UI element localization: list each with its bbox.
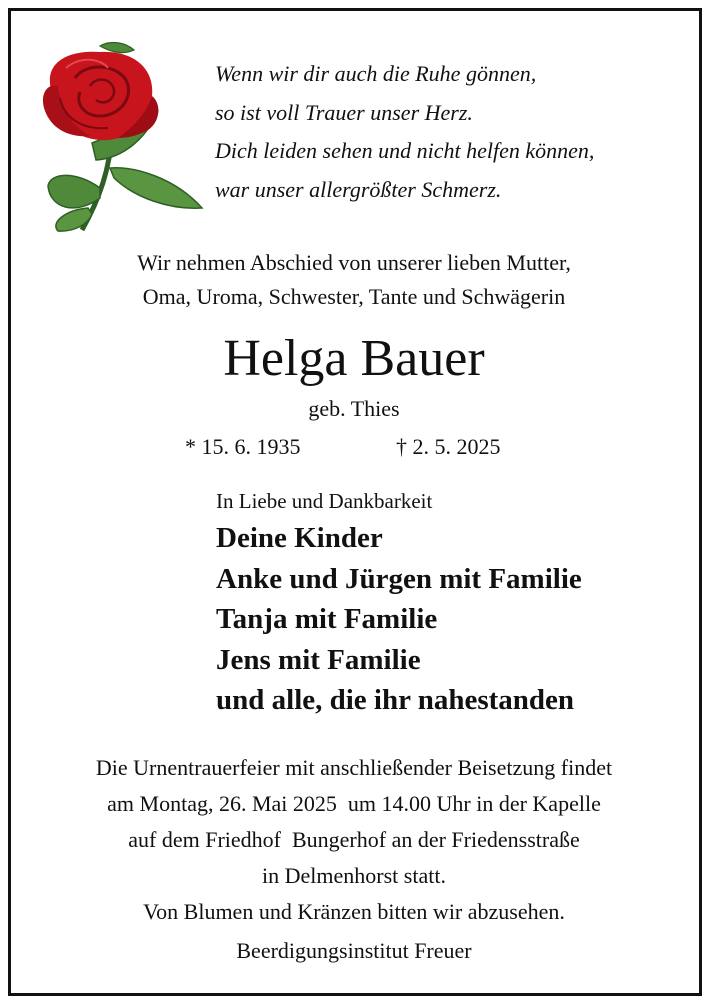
ceremony-details	[0, 750, 708, 930]
ceremony-line: auf dem Friedhof Bungerhof an der Friedensstraße	[128, 827, 580, 852]
mourners-lead: In Liebe und Dankbarkeit	[216, 489, 433, 513]
mourners-block	[216, 484, 582, 721]
ceremony-line: in Delmenhorst statt.	[262, 863, 446, 888]
mourner-line: Tanja mit Familie	[216, 603, 438, 635]
poem-line: Wenn wir dir auch die Ruhe gönnen,	[215, 61, 537, 86]
ceremony-line: Von Blumen und Kränzen bitten wir abzusehen.	[143, 899, 565, 924]
rose-icon	[30, 38, 210, 233]
deceased-name: Helga Bauer	[223, 330, 485, 387]
mourner-line: Anke und Jürgen mit Familie	[216, 562, 582, 595]
birth-date: * 15. 6. 1935	[185, 434, 301, 459]
intro-line: Oma, Uroma, Schwester, Tante und Schwägerin	[142, 284, 566, 309]
poem-line: so ist voll Trauer unser Herz.	[215, 99, 473, 125]
ceremony-line: am Montag, 26. Mai 2025 um 14.00 Uhr in der Kapelle	[107, 791, 601, 816]
death-date: † 2. 5. 2025	[396, 434, 501, 459]
intro-line: Wir nehmen Abschied von unserer lieben Mutter,	[137, 250, 571, 275]
mourner-line: und alle, die ihr nahestanden	[216, 684, 575, 716]
ceremony-line: Die Urnentrauerfeier mit anschließender Beisetzung findet	[95, 755, 613, 780]
poem-line: war unser allergrößter Schmerz.	[215, 176, 502, 202]
undertaker: Beerdigungsinstitut Freuer	[236, 938, 472, 963]
poem	[215, 55, 594, 209]
mourner-line: Deine Kinder	[216, 522, 383, 554]
maiden-name: geb. Thies	[308, 396, 400, 421]
poem-line: Dich leiden sehen und nicht helfen können,	[215, 138, 595, 163]
mourner-line: Jens mit Familie	[216, 643, 421, 676]
farewell-intro	[0, 246, 708, 314]
